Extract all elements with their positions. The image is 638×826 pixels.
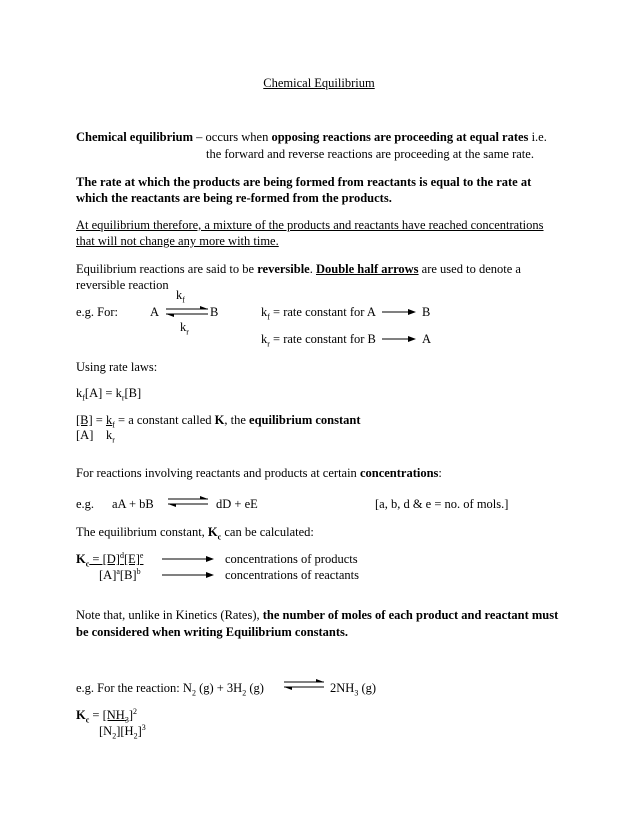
keq-equals: = (92, 413, 106, 427)
kr-def-k: k (261, 332, 268, 346)
arrow-right-icon (382, 335, 416, 343)
kc-den-b: b (136, 566, 141, 576)
ex2-h-sub: 2 (242, 688, 247, 698)
ex2-n-sub: 2 (191, 688, 196, 698)
reversible-bold: reversible (257, 262, 310, 276)
keq-kf-k: k (105, 413, 113, 427)
kc-num-e: e (139, 550, 144, 560)
general-right: dD + eE (216, 497, 258, 511)
kr-definition (261, 332, 376, 347)
kc-symbol (76, 552, 90, 569)
kc2-den-n-sub: 2 (112, 731, 117, 741)
kc-den-a: a (116, 566, 120, 576)
definition-bold: opposing reactions are proceeding at equal rates (271, 130, 529, 144)
kf-def-sub: f (267, 312, 270, 322)
ex2-mid2: (g) (246, 681, 264, 695)
definition-ie: i.e. (528, 130, 547, 144)
kc-reactants-label: concentrations of reactants (225, 568, 359, 582)
example2-product (330, 681, 376, 696)
keq-kr-sub: r (112, 435, 115, 445)
kc-den-B: [B] (119, 568, 137, 582)
reversible-line-2: reversible reaction (76, 278, 169, 292)
reversible-text-3: are used to denote a (418, 262, 521, 276)
kf-k: k (176, 288, 183, 302)
species-a: A (150, 305, 160, 319)
note-line-2: be considered when writing Equilibrium constants. (76, 625, 349, 639)
kc2-den-h-sub: 2 (133, 731, 138, 741)
rate-law-mid: [A] = k (84, 386, 122, 400)
rate-law-equation (76, 386, 141, 401)
kc-calc-symbol (207, 525, 222, 542)
keq-line (76, 413, 361, 428)
note-text: Note that, unlike in Kinetics (Rates), (76, 608, 263, 622)
kc2-num-sub: 3 (124, 715, 129, 725)
kc-num-d: d (119, 550, 124, 560)
kc-calc-text: The equilibrium constant, (76, 525, 208, 539)
arrow-right-icon (162, 555, 214, 563)
at-equilibrium-line-1: At equilibrium therefore, a mixture of the products and reactants have reached concentrations (76, 218, 544, 232)
kf-sub: f (182, 295, 185, 305)
equilibrium-arrows-icon (166, 306, 208, 318)
kf-def-text: = rate constant for A (269, 305, 376, 319)
kc-numerator (89, 552, 143, 566)
kr-definition-end: A (422, 332, 432, 346)
kr-k: k (180, 320, 187, 334)
rates-equal-line-1: The rate at which the products are being formed from reactants is equal to the rate at (76, 175, 532, 189)
kc2-den-mid: ][H (116, 724, 134, 738)
example-label: e.g. For: (76, 305, 119, 319)
concentrations-line (76, 466, 442, 481)
species-b: B (210, 305, 219, 319)
keq-comma: , the (224, 413, 250, 427)
kf-label-above (176, 288, 185, 303)
kc2-eq: = (89, 708, 103, 722)
ex2-nh-sub: 3 (354, 688, 359, 698)
kc2-den-n: [N (99, 724, 113, 738)
arrow-right-icon (382, 308, 416, 316)
equilibrium-arrows-icon (284, 679, 324, 691)
kc2-num-close: ] (128, 708, 133, 722)
kf-definition (261, 305, 376, 320)
rate-law-k2-sub: r (121, 393, 125, 403)
reversible-text-1: Equilibrium reactions are said to be (76, 262, 258, 276)
kc-num-D: = [D] (89, 552, 120, 566)
general-left: aA + bB (112, 497, 154, 511)
conc-colon: : (438, 466, 442, 480)
kc-c: c (85, 559, 90, 569)
ex2-prod: 2NH (330, 681, 355, 695)
kr-def-text: = rate constant for B (269, 332, 376, 346)
kc2-numerator (102, 708, 133, 725)
kc-K: K (76, 552, 86, 566)
kc2-num-sup: 2 (133, 706, 137, 716)
keq-kf-sub: f (112, 420, 115, 430)
kf-def-k: k (261, 305, 268, 319)
ex2-lead: e.g. For the reaction: N (76, 681, 192, 695)
conc-bold: concentrations (359, 466, 439, 480)
arrow-right-icon (162, 571, 214, 579)
kc-num-E: [E] (123, 552, 140, 566)
kc2-denominator (99, 724, 146, 739)
example2-reactants (76, 681, 264, 696)
at-equilibrium-line-2: that will not change any more with time. (76, 234, 279, 248)
definition-line-2: the forward and reverse reactions are proceeding at the same rate. (206, 147, 534, 161)
ex2-prod-end: (g) (358, 681, 377, 695)
keq-text: = a constant called (114, 413, 215, 427)
rates-equal-line-2: which the reactants are being re-formed from the products. (76, 191, 392, 205)
kc2-den-close: ] (137, 724, 142, 738)
page-title: Chemical Equilibrium (263, 76, 375, 90)
kc-products-label: concentrations of products (225, 552, 358, 566)
kc-calc-text-2: can be calculated: (221, 525, 314, 539)
rate-law-k1: k (76, 386, 83, 400)
reversible-text-2: . (309, 262, 316, 276)
ex2-mid1: (g) + 3H (195, 681, 243, 695)
kc2-c: c (85, 715, 90, 725)
kc-calc-line (76, 525, 314, 540)
definition-term: Chemical equilibrium (76, 130, 194, 144)
kc2-symbol (76, 708, 90, 725)
definition-line-1 (76, 130, 547, 145)
equilibrium-arrows-icon (168, 496, 208, 508)
rate-law-k1-sub: f (82, 393, 85, 403)
kr-label-below (180, 320, 189, 335)
kc2-den-sup: 3 (141, 722, 146, 732)
kc-denominator (99, 568, 141, 583)
kr-sub: r (186, 327, 189, 337)
general-note: [a, b, d & e = no. of mols.] (375, 497, 509, 511)
double-half-arrows-term: Double half arrows (315, 262, 419, 276)
kc2-K: K (76, 708, 86, 722)
kc2-numerator-line (76, 708, 137, 723)
kc-calc-c: c (217, 532, 222, 542)
keq-bold: equilibrium constant (249, 413, 361, 427)
note-line-1 (76, 608, 558, 623)
keq-kf (105, 413, 115, 430)
kc-calc-K: K (207, 525, 218, 539)
keq-numerator: [B] (76, 413, 93, 427)
kc-den-A: [A] (99, 568, 117, 582)
reversible-line-1 (76, 262, 521, 277)
general-eg: e.g. (76, 497, 95, 511)
kf-definition-end: B (422, 305, 431, 319)
kr-def-sub: r (267, 339, 270, 349)
kc-numerator-line (76, 552, 143, 567)
rate-law-end: [B] (124, 386, 142, 400)
keq-denominator-kr (106, 428, 115, 443)
rate-laws-label: Using rate laws: (76, 360, 158, 374)
note-bold: the number of moles of each product and reactant must (262, 608, 559, 622)
definition-text: – occurs when (193, 130, 272, 144)
keq-K: K (214, 413, 225, 427)
keq-kr-k: k (106, 428, 113, 442)
keq-denominator-a: [A] (76, 428, 94, 442)
kc2-num-open: [NH (102, 708, 125, 722)
conc-text: For reactions involving reactants and products at certain (76, 466, 360, 480)
